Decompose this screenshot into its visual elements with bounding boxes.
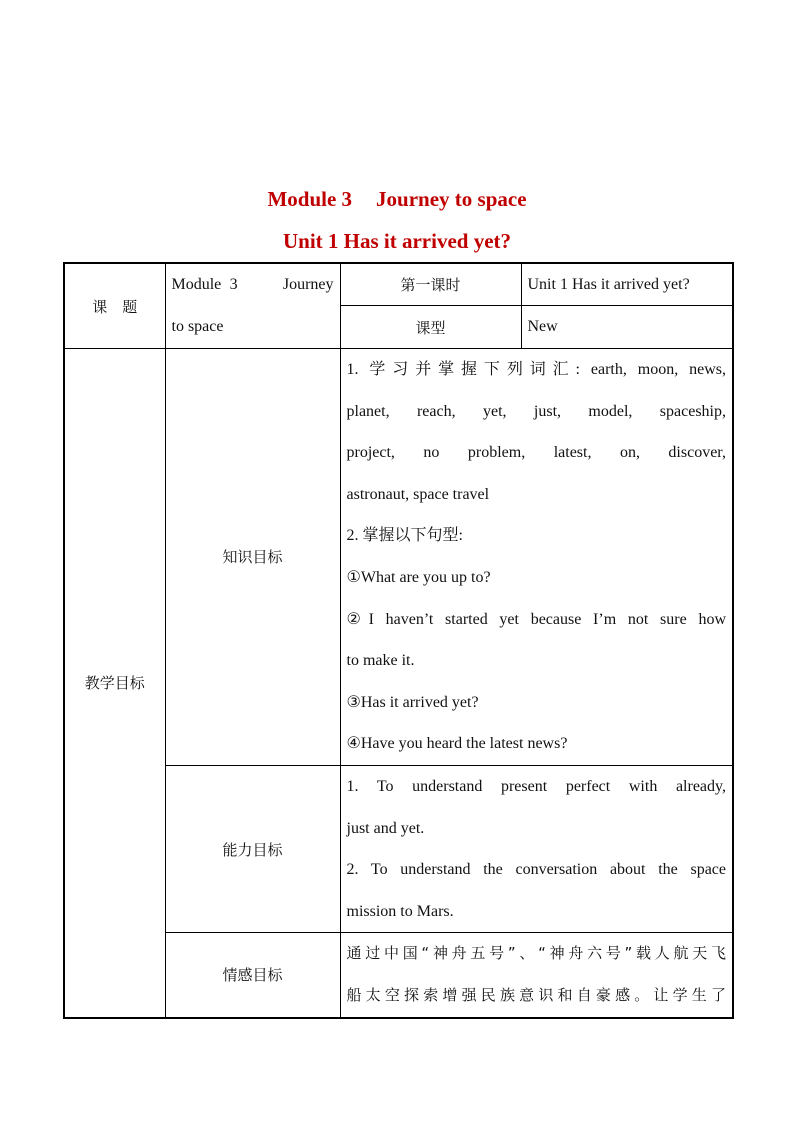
type-value: New bbox=[521, 306, 733, 349]
goals-label: 教学目标 bbox=[64, 349, 165, 1018]
emotion-content bbox=[340, 933, 733, 1018]
knowledge-line: to make it. bbox=[346, 652, 415, 670]
ability-label: 能力目标 bbox=[165, 765, 340, 932]
topic-label: 课 题 bbox=[64, 263, 165, 349]
knowledge-line: ①What are you up to? bbox=[346, 568, 491, 586]
knowledge-line: ④Have you heard the latest news? bbox=[346, 735, 568, 753]
knowledge-line: ③Has it arrived yet? bbox=[346, 693, 479, 711]
module-number: Module 3 bbox=[267, 187, 353, 211]
ability-line: mission to Mars. bbox=[346, 902, 454, 920]
unit-title: Unit 1 Has it arrived yet? bbox=[282, 229, 512, 253]
emotion-label: 情感目标 bbox=[165, 933, 340, 1018]
ability-line: 2. To understand the conversation about the space bbox=[346, 861, 726, 879]
type-label: 课型 bbox=[340, 306, 521, 349]
emotion-line: 通过中国“神舟五号”、“神舟六号”载人航天飞 bbox=[346, 944, 726, 963]
ability-line: 1. To understand present perfect with already, bbox=[346, 777, 726, 795]
topic-value bbox=[165, 263, 340, 349]
lesson-plan-table bbox=[63, 262, 734, 1019]
lesson-label: 第一课时 bbox=[340, 263, 521, 306]
lesson-value: Unit 1 Has it arrived yet? bbox=[521, 263, 733, 306]
module-title bbox=[0, 187, 794, 212]
knowledge-line: planet, reach, yet, just, model, spaceship, bbox=[346, 402, 726, 420]
emotion-line: 船太空探索增强民族意识和自豪感。让学生了 bbox=[346, 985, 726, 1004]
knowledge-content bbox=[340, 349, 733, 766]
knowledge-line: 1. 学习并掌握下列词汇: earth, moon, news, bbox=[346, 361, 726, 378]
knowledge-line: project, no problem, latest, on, discover, bbox=[346, 444, 726, 462]
knowledge-line: astronaut, space travel bbox=[346, 485, 490, 503]
topic-value-line2: to space bbox=[171, 318, 224, 335]
ability-line: just and yet. bbox=[346, 819, 425, 837]
module-name: Journey to space bbox=[376, 187, 527, 211]
knowledge-line: ②I haven’t started yet because I’m not sure how bbox=[346, 610, 726, 628]
knowledge-line: 2. 掌握以下句型: bbox=[346, 527, 463, 545]
topic-value-line1: Module 3 Journey bbox=[171, 276, 334, 293]
ability-content bbox=[340, 765, 733, 932]
knowledge-label: 知识目标 bbox=[165, 349, 340, 766]
